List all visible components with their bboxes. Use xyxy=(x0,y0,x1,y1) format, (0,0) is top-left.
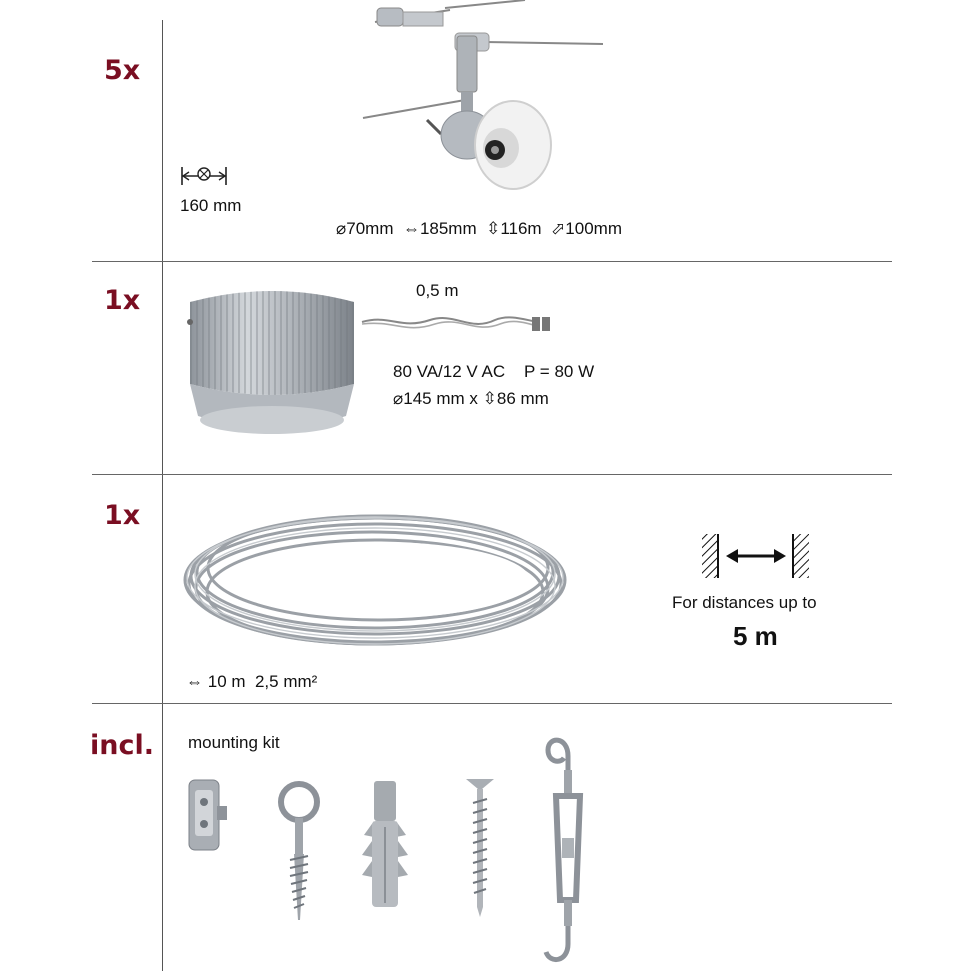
distance-icon xyxy=(700,532,815,582)
diameter-icon: ⌀ xyxy=(336,219,347,238)
angle-arrow-icon: ⬀ xyxy=(551,219,566,238)
distance-value: 5 m xyxy=(733,621,778,651)
quantity-mounting-kit: incl. xyxy=(90,730,154,761)
wire-clamp-image xyxy=(183,776,231,856)
transformer-cable-image xyxy=(360,300,555,340)
spotlight-image xyxy=(355,0,615,200)
spacing-icon xyxy=(180,164,228,188)
row-divider-2 xyxy=(92,474,892,475)
width-arrow-icon: ⇔ xyxy=(186,672,203,691)
turnbuckle-image xyxy=(538,730,598,970)
distance-text: For distances up to xyxy=(672,593,817,612)
power-spec: 80 VA/12 V AC P = 80 W xyxy=(393,362,595,381)
transformer-image xyxy=(184,280,364,440)
quantity-spotlights: 5x xyxy=(104,55,141,86)
screw-image xyxy=(462,775,498,920)
quantity-transformer: 1x xyxy=(104,285,141,316)
kit-label: mounting kit xyxy=(188,733,280,752)
row-divider-1 xyxy=(92,261,892,262)
cable-length: 0,5 m xyxy=(416,281,459,300)
wire-coil-image xyxy=(180,490,580,670)
height-arrow-icon: ⇳ xyxy=(482,389,497,408)
wire-spec-row xyxy=(186,672,317,692)
wire-spec: 10 m 2,5 mm² xyxy=(207,672,318,691)
size-spec: ⌀145 mm x ⇳86 mm xyxy=(393,389,549,408)
width-arrow-icon: ⇔ xyxy=(402,219,420,238)
spacing-label: 160 mm xyxy=(180,196,242,215)
column-divider xyxy=(162,20,163,971)
spotlight-dimensions: ⌀70mm ⇔185mm ⇳116m ⬀100mm xyxy=(336,219,622,238)
height-arrow-icon: ⇳ xyxy=(486,219,501,238)
quantity-wire: 1x xyxy=(104,500,141,531)
eye-screw-image xyxy=(270,780,330,925)
wall-plug-image xyxy=(358,775,414,915)
row-divider-3 xyxy=(92,703,892,704)
diameter-icon: ⌀ xyxy=(393,389,404,408)
